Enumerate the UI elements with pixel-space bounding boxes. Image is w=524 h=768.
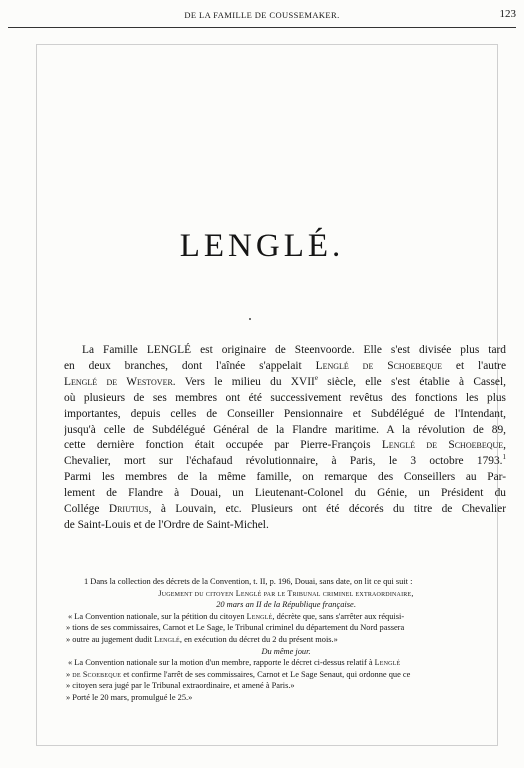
text: . bbox=[353, 600, 356, 610]
body-line: de Saint-Louis et de l'Ordre de Saint-Michel. bbox=[64, 518, 269, 531]
text: Collége bbox=[64, 503, 109, 516]
text-name-smallcaps: Lenglé de Schoebeque bbox=[381, 439, 504, 452]
text: en deux branches, dont l'aînée s'appelait bbox=[64, 359, 316, 372]
ornament-dot bbox=[249, 318, 251, 320]
text: République française bbox=[282, 600, 354, 610]
text: , en exécution du décret du 2 du présent mois.» bbox=[179, 634, 338, 644]
body-line bbox=[64, 375, 506, 391]
footnote-line bbox=[66, 669, 506, 681]
text: , à Louvain, etc. Plusieurs ont été décorés du titre de Chevalier bbox=[148, 503, 506, 516]
footnote-line bbox=[66, 611, 506, 623]
text-name-smallcaps: Lenglé bbox=[374, 658, 401, 668]
footnote bbox=[66, 576, 506, 704]
body-line: jusqu'à celle de Subdélégué Général de la Flandre maritime. A la révolution de 89, bbox=[64, 423, 506, 436]
body-line bbox=[64, 454, 506, 470]
text: et l'autre bbox=[442, 359, 506, 372]
text: Dans la collection des décrets de la Convention, t. II, p. 196, Douai, sans date, on lit ce qui suit : bbox=[88, 577, 413, 586]
superscript: e bbox=[314, 374, 318, 383]
footnote-subheading: Du même jour. bbox=[261, 646, 311, 656]
footnote-line: » citoyen sera jugé par le Tribunal extraordinaire, et amené à Paris.» bbox=[66, 681, 295, 691]
text-name-smallcaps: de Scoebeque bbox=[72, 669, 122, 679]
body-line: où plusieurs de ses membres ont été successivement revêtus des fonctions les plus bbox=[64, 391, 506, 404]
text-name-smallcaps: Driutius bbox=[108, 503, 149, 516]
text-name-smallcaps: Lenglé bbox=[154, 634, 180, 644]
body-line bbox=[64, 438, 506, 454]
footnote-marker: 1 bbox=[502, 454, 506, 462]
text: est originaire de Steenvoorde. Elle s'est divisée plus tard bbox=[191, 344, 506, 356]
text-family-name: LENGLÉ bbox=[146, 344, 192, 356]
text: siècle, elle s'est établie à Cassel, bbox=[317, 375, 506, 388]
text: Chevalier, mort sur l'échafaud révolutionnaire, à Paris, le 3 octobre 1793. bbox=[64, 455, 503, 468]
text: cette dernière fonction était occupée par Pierre-François bbox=[64, 439, 382, 452]
body-line bbox=[64, 502, 506, 518]
header-rule bbox=[8, 27, 516, 28]
body-line: lement de Flandre à Douai, un Lieutenant-Colonel du Génie, un Président du bbox=[64, 487, 506, 500]
text: et confirme l'arrêt de ses commissaires, Carnot et Le Sage Senaut, qui ordonne que ce bbox=[121, 669, 411, 679]
body-line bbox=[64, 359, 506, 375]
text: , décrète que, sans s'arrêter aux réquisi- bbox=[272, 611, 405, 621]
footnote-line bbox=[66, 634, 506, 646]
body-paragraph bbox=[64, 343, 506, 534]
text-name-smallcaps: Lenglé bbox=[246, 611, 273, 621]
footnote-line: » tions de ses commissaires, Carnot et Le Sage, le Tribunal criminel du département du Nord passera bbox=[66, 623, 405, 633]
footnote-date bbox=[66, 599, 506, 611]
text-name-smallcaps: Lenglé de Schoebeque bbox=[315, 359, 443, 372]
page-number: 123 bbox=[499, 8, 516, 20]
text: . Vers le milieu du XVII bbox=[172, 375, 315, 388]
text: , bbox=[503, 439, 506, 452]
text: » outre au jugement dudit bbox=[66, 634, 155, 644]
footnote-heading: Jugement du citoyen Lenglé par le Tribunal criminel extraordinaire, bbox=[158, 588, 414, 598]
text: « La Convention nationale sur la motion d'un membre, rapporte le décret ci-dessus relatif à bbox=[68, 658, 375, 668]
footnote-number: 1 bbox=[84, 577, 89, 586]
text: 20 mars an II de la bbox=[216, 600, 283, 610]
footnote-line: » Porté le 20 mars, promulgué le 25.» bbox=[66, 692, 193, 702]
body-line: Parmi les membres de la même famille, on remarque des Conseillers au Par- bbox=[64, 471, 506, 484]
text: » bbox=[66, 669, 73, 679]
body-line: importantes, depuis celles de Conseiller Pensionnaire et Subdélégué de l'Intendant, bbox=[64, 407, 506, 420]
page-title: LENGLÉ. bbox=[179, 228, 345, 264]
running-head: DE LA FAMILLE DE COUSSEMAKER. bbox=[184, 10, 340, 20]
text-name-smallcaps: Lenglé de Westover bbox=[64, 375, 173, 388]
text: « La Convention nationale, sur la pétition du citoyen bbox=[68, 611, 247, 621]
text: La Famille bbox=[82, 344, 147, 356]
body-line bbox=[64, 343, 506, 359]
footnote-line bbox=[66, 576, 506, 588]
footnote-line bbox=[66, 657, 506, 669]
